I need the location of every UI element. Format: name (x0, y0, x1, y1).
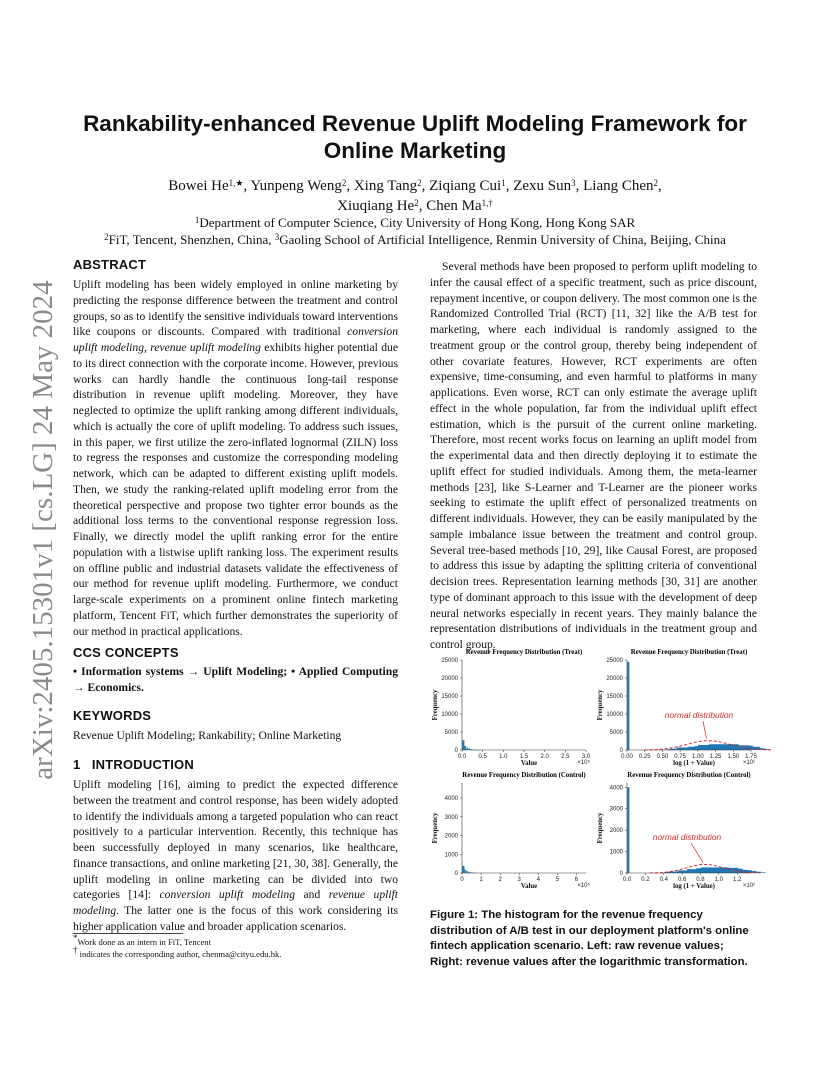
x-tick-label: 0.00 (621, 754, 633, 760)
y-tick-label: 5000 (609, 730, 623, 736)
x-axis-multiplier: ×10¹ (742, 760, 755, 766)
y-tick-label: 20000 (441, 676, 458, 682)
author-line-1: Bowei $He^{1,★}$, Yunpeng Weng$^2$, Xing Tang$^2$, Ziqiang Cui$^1$, Zexu Sun$^3$, Liang Chen$^2$, (168, 178, 662, 194)
y-tick-label: 2000 (444, 833, 458, 840)
x-tick-label: 0.2 (641, 877, 650, 883)
y-axis-label: Frequency (432, 689, 439, 721)
author-affiliation-mark: 1,† (481, 198, 493, 208)
x-tick-label: 6 (574, 877, 579, 883)
x-tick-label: 5 (555, 877, 560, 883)
y-tick-label: 1000 (609, 849, 623, 856)
y-tick-label: 0 (454, 748, 458, 754)
x-tick-label: 0.6 (677, 877, 687, 883)
y-tick-label: 4000 (444, 796, 458, 802)
footnote-2: † indicates the corresponding author, chenma@cityu.edu.hk. (73, 944, 282, 959)
author-line-2: Xiuqiang He$^2$, Chen $Ma^{1,\dagger}$ (337, 198, 493, 214)
x-tick-label: 4 (536, 877, 540, 883)
y-tick-label: 5000 (444, 730, 458, 736)
y-tick-label: 0 (619, 748, 623, 754)
y-tick-label: 0 (619, 871, 623, 877)
figure-caption: Figure 1: The histogram for the revenue frequency distribution of A/B test in our deployment platform's online fintech application scenario. Left: raw revenue values; Right: revenue values after the logarithmic transformation. (430, 909, 749, 968)
author-affiliation-mark: 2 (414, 198, 419, 208)
histogram-bar (462, 740, 464, 750)
author-name: Yunpeng Weng (250, 178, 342, 194)
x-tick-label: 0 (460, 877, 464, 883)
y-tick-label: 4000 (609, 785, 623, 792)
footnote-divider (73, 933, 183, 934)
x-tick-label: 0.25 (638, 754, 651, 760)
x-tick-label: 1.0 (499, 754, 508, 760)
keywords-heading: KEYWORDS (73, 708, 152, 723)
affiliation-1: $^1$Department of Computer Science, City University of Hong Kong, Hong Kong SAR (194, 215, 636, 230)
chart-title: Revenue Frequency Distribution (Control) (627, 772, 751, 779)
y-tick-label: 10000 (441, 712, 458, 718)
affiliations (70, 214, 760, 248)
x-axis-multiplier: ×10¹ (742, 883, 755, 889)
x-tick-label: 1.5 (519, 754, 529, 760)
x-tick-label: 0.5 (478, 754, 487, 760)
histogram-svg (593, 769, 758, 889)
arxiv-identifier: arXiv:2405.15301v1 [cs.LG] 24 May 2024 (27, 280, 59, 780)
author-name: Liang Chen (583, 178, 654, 194)
histogram-treat-raw (428, 646, 593, 771)
histogram-svg (593, 646, 758, 766)
y-tick-label: 3000 (609, 806, 623, 813)
author-affiliation-mark: 2 (653, 178, 659, 188)
y-axis-label: Frequency (597, 812, 604, 844)
x-axis-label: Value (520, 883, 538, 890)
author-name: Xiuqiang He (337, 198, 415, 214)
x-axis-label: Value (520, 760, 538, 767)
abstract-heading: ABSTRACT (73, 257, 147, 272)
x-axis-label: log (1 + Value) (673, 760, 715, 767)
histogram-bar (627, 787, 629, 873)
ccs-concepts-heading: CCS CONCEPTS (73, 645, 179, 660)
histogram-svg (428, 646, 593, 766)
author-affiliation-mark: 2 (417, 178, 422, 188)
ccs-concepts-text: • Information systems → Uplift Modeling; • Applied Computing → Economics. (73, 665, 398, 694)
histogram-bar (464, 869, 465, 873)
y-tick-label: 15000 (606, 694, 623, 700)
introduction-heading: 1 INTRODUCTION (73, 757, 194, 772)
x-tick-label: 2 (498, 877, 502, 883)
intro-continuation-text: Several methods have been proposed to perform uplift modeling to infer the causal effect of a specific treatment, such as price discount, repayment incentive, or coupon delivery. The most common one is the Randomized Controlled Trial (RCT) [11, 32] like the A/B test for marketing, where each individual is randomly assigned to the treatment group or the control group, thereby being independent of other covariate features. However, RCT experiments are often expensive, time-consuming, and even harmful to platforms in many applications. Even worse, RCT can only estimate the average uplift effect in the whole population, far from the individual uplift effect estimation, which is the pursuit of the current online marketing. Therefore, most recent works focus on learning an uplift model from the experimental data and then directly deploying it to estimate the uplift effect for studied individuals. Among them, the meta-learner methods [23], like S-Learner and T-Learner are the pioneer works seeking to estimate the uplift effect of personalized treatments on different individuals. However, they can be easily manipulated by the sample imbalance issue between the treatment and control group. Several tree-based methods [10, 29], like Causal Forest, are proposed to address this issue by adapting the splitting criteria of conventional decision trees. Representation learning methods [30, 31] are another type of dominant approach to this issue with the development of deep neural networks especially in recent years. They mainly balance the representation distributions of individuals in the treatment group and control group. (430, 260, 757, 651)
normal-distribution-annotation: normal distribution (652, 832, 722, 842)
x-tick-label: 1.2 (733, 877, 742, 883)
y-tick-label: 2000 (609, 828, 623, 835)
x-tick-label: 0.50 (656, 754, 669, 760)
histogram-bar (466, 748, 468, 750)
annotation-arrow (703, 721, 706, 739)
arxiv-side-stamp (10, 230, 60, 850)
y-tick-label: 3000 (444, 814, 458, 821)
histogram-treat-log (593, 646, 758, 771)
footnotes (73, 933, 398, 960)
author-name: Zexu Sun (513, 178, 572, 194)
x-tick-label: 3 (517, 877, 521, 883)
histogram-bar (627, 662, 629, 750)
y-axis-label: Frequency (597, 689, 604, 721)
x-tick-label: 0.8 (696, 877, 705, 883)
histogram-bar (462, 866, 464, 873)
author-list (80, 176, 750, 216)
author-affiliation-mark: 3 (571, 178, 576, 188)
x-tick-label: 0.75 (674, 754, 686, 760)
annotation-arrow (691, 843, 703, 862)
affiliation-2: $^2$FiT, Tencent, Shenzhen, China, $^3$Gaoling School of Artificial Intelligence, Renmin University of China, Beijing, China (104, 232, 726, 247)
histogram-bar (464, 746, 466, 750)
x-tick-label: 2.5 (561, 754, 570, 760)
x-tick-label: 3.0 (581, 754, 591, 760)
y-tick-label: 1000 (444, 852, 458, 859)
author-affiliation-mark: 1 (501, 178, 506, 188)
y-axis-label: Frequency (432, 812, 439, 844)
x-tick-label: 1.50 (727, 754, 740, 760)
chart-title: Revenue Frequency Distribution (Control) (462, 772, 586, 779)
footnote-1: *Work done as an intern in FiT, Tencent (73, 933, 211, 947)
author-name: Xing Tang (353, 178, 418, 194)
histogram-svg (428, 769, 593, 889)
histogram-control-raw (428, 769, 593, 894)
keywords-text: Revenue Uplift Modeling; Rankability; Online Marketing (73, 729, 342, 742)
abstract-text: Uplift modeling has been widely employed in online marketing by predicting the response difference between the treatment and control groups, so as to identify the sensitive individuals toward interventions like coupons or discounts. Compared with traditional conversion uplift modeling, revenue uplift modeling exhibits higher potential due to its direct connection with the corporate income. However, previous works can hardly handle the continuous long-tail response distribution in revenue uplift modeling. Moreover, they have neglected to optimize the uplift ranking among different individuals, which is actually the core of uplift modeling. To address such issues, in this paper, we first utilize the zero-inflated lognormal (ZILN) loss to regress the responses and customize the corresponding modeling network, which can be adapted to different existing uplift models. Then, we study the ranking-related uplift modeling error from the theoretical perspective and propose two tighter error bounds as the additional loss terms to the conventional response regression loss. Finally, we directly model the uplift ranking error for the entire population with a listwise uplift ranking loss. The experiment results on offline public and industrial datasets validate the effectiveness of our method for revenue uplift modeling. Furthermore, we conduct large-scale experiments on a prominent online fintech marketing platform, Tencent FiT, which further demonstrates the superiority of our method in practical applications. (73, 278, 398, 638)
y-tick-label: 20000 (606, 676, 623, 682)
y-tick-label: 0 (454, 871, 458, 877)
author-name: Bowei He (168, 178, 229, 194)
x-axis-label: log (1 + Value) (673, 883, 715, 890)
y-tick-label: 15000 (441, 694, 458, 700)
x-axis-multiplier: ×10⁵ (577, 883, 590, 889)
paper-title: Rankability-enhanced Revenue Uplift Modeling Framework for Online Marketing (83, 111, 747, 163)
introduction-text: Uplift modeling [16], aiming to predict the expected difference between the treatment and control response, has been widely adopted to identify the individuals among a targeted population who can react positively to a particular intervention. Recently, this technique has been successfully deployed in many scenarios, like healthcare, finance transactions, and online marketing [21, 30, 38]. Generally, the uplift modeling in online marketing can be divided into two categories [14]: conversion uplift modeling and revenue uplift modeling. The latter one is the focus of this work considering its higher application value and broader application scenarios. (73, 778, 398, 933)
x-tick-label: 1.25 (709, 754, 722, 760)
author-affiliation-mark: 1,★ (228, 178, 244, 188)
normal-distribution-annotation: normal distribution (664, 710, 734, 720)
chart-title: Revenue Frequency Distribution (Treat) (630, 649, 748, 656)
y-tick-label: 10000 (606, 712, 623, 718)
x-tick-label: 0.0 (457, 754, 467, 760)
x-tick-label: 0.4 (659, 877, 668, 883)
y-tick-label: 25000 (441, 658, 458, 664)
author-name: Chen Ma (426, 198, 482, 214)
x-tick-label: 2.0 (540, 754, 549, 760)
y-tick-label: 25000 (606, 658, 623, 664)
x-tick-label: 0.0 (622, 877, 632, 883)
chart-title: Revenue Frequency Distribution (Treat) (465, 649, 583, 656)
histogram-control-log (593, 769, 758, 894)
x-tick-label: 1 (479, 877, 483, 883)
x-tick-label: 1.00 (692, 754, 704, 760)
author-name: Ziqiang Cui (429, 178, 502, 194)
author-affiliation-mark: 2 (341, 178, 347, 188)
histogram-bar (466, 871, 467, 873)
x-axis-multiplier: ×10⁵ (577, 760, 590, 766)
x-tick-label: 1.0 (714, 877, 724, 883)
x-tick-label: 1.75 (745, 754, 757, 760)
